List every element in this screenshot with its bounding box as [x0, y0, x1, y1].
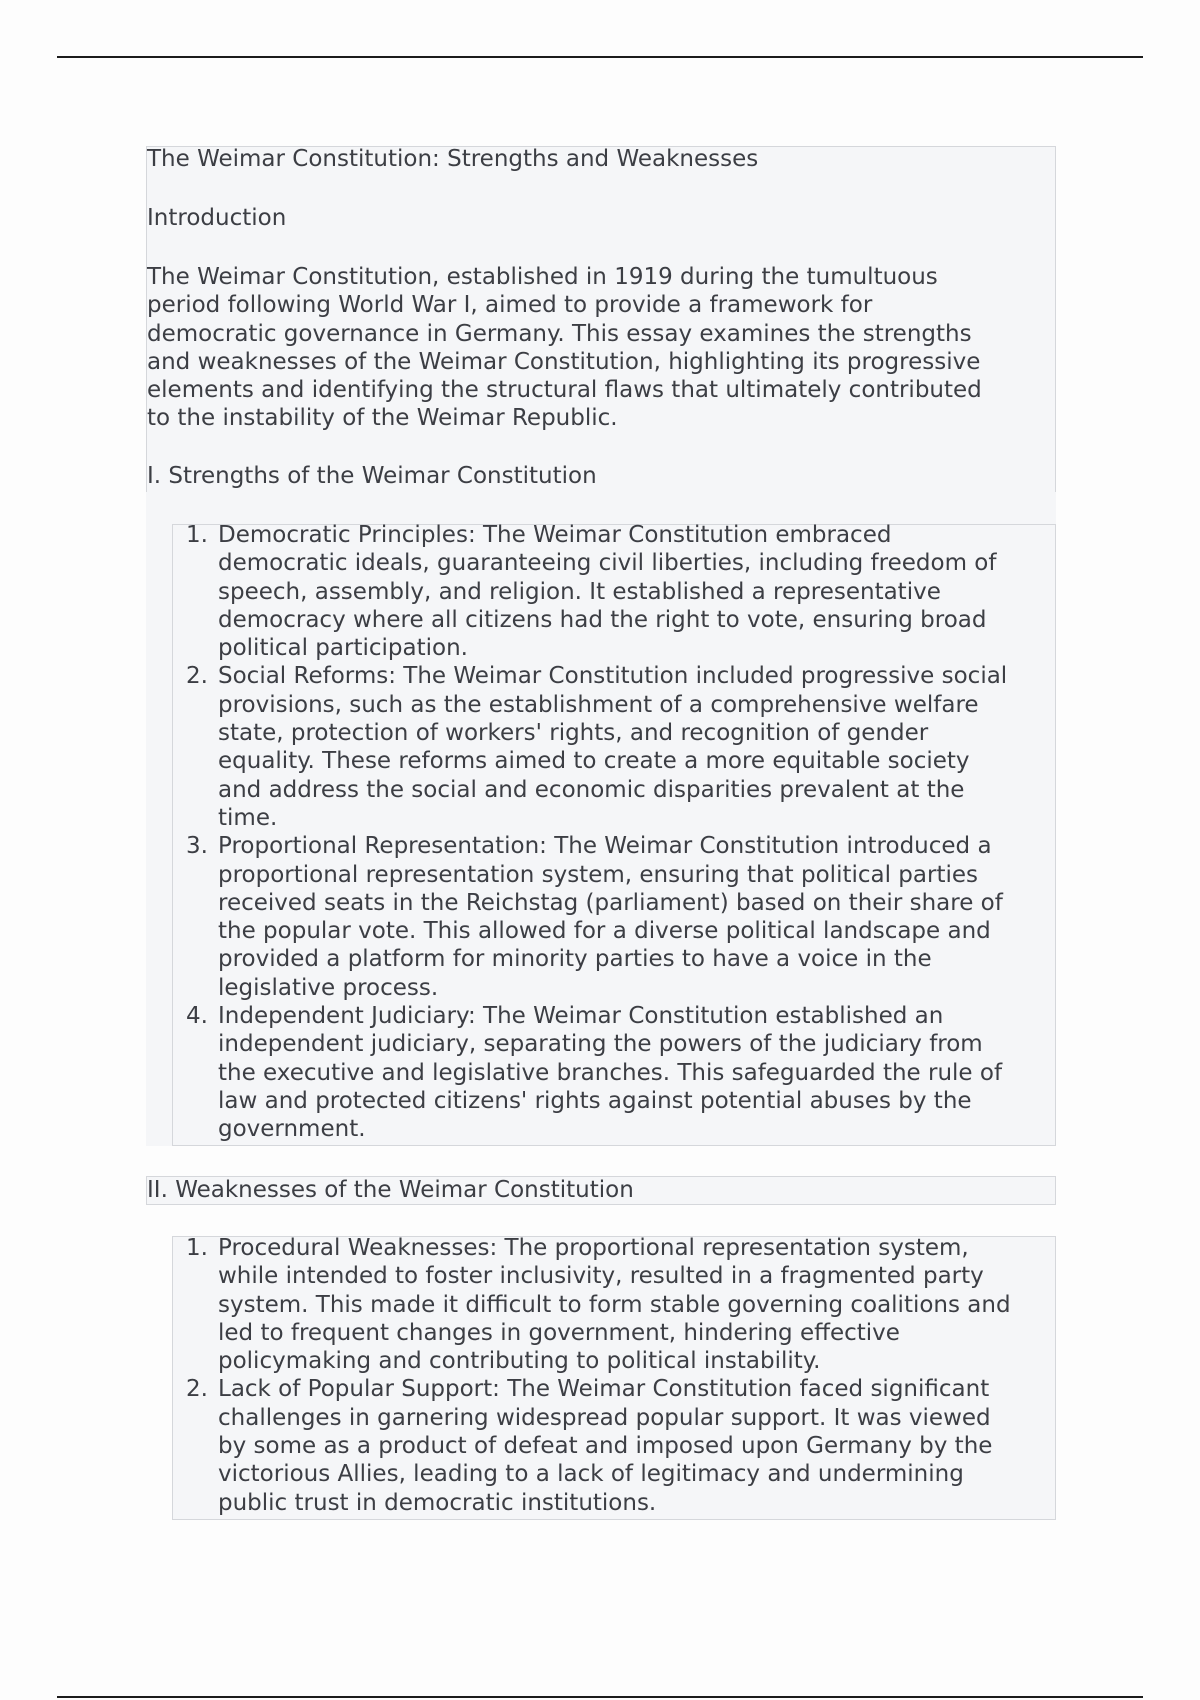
list-item-line: and address the social and economic disparities prevalent at the [218, 776, 965, 803]
list-item-line: provided a platform for minority parties to have a voice in the [218, 946, 932, 973]
list-item-line: speech, assembly, and religion. It established a representative [218, 578, 941, 605]
list-item-line: Independent Judiciary: The Weimar Constitution established an [218, 1003, 944, 1030]
list-item-line: democratic ideals, guaranteeing civil liberties, including freedom of [218, 550, 997, 577]
list-item-line: challenges in garnering widespread popular support. It was viewed [218, 1404, 991, 1431]
intro-line: elements and identifying the structural flaws that ultimately contributed [147, 377, 982, 404]
list-item-line: while intended to foster inclusivity, resulted in a fragmented party [218, 1263, 984, 1290]
list-item-line: legislative process. [218, 974, 439, 1001]
strengths-heading: I. Strengths of the Weimar Constitution [147, 463, 597, 489]
list-item-line: Procedural Weaknesses: The proportional representation system, [218, 1235, 969, 1261]
strengths-list [172, 521, 1056, 1144]
list-item [172, 521, 1056, 662]
intro-paragraph [147, 263, 1047, 433]
list-item-line: equality. These reforms aimed to create a more equitable society [218, 748, 970, 775]
list-item-line: public trust in democratic institutions. [218, 1489, 657, 1516]
list-item-line: the executive and legislative branches. This safeguarded the rule of [218, 1059, 1003, 1086]
list-item-line: Lack of Popular Support: The Weimar Constitution faced significant [218, 1376, 990, 1403]
intro-line: and weaknesses of the Weimar Constitution, highlighting its progressive [147, 348, 981, 375]
header-rule [57, 56, 1143, 58]
list-item-line: by some as a product of defeat and imposed upon Germany by the [218, 1433, 993, 1460]
list-item [172, 662, 1056, 832]
list-item [172, 1002, 1056, 1143]
list-item-line: time. [218, 804, 278, 831]
list-item-line: government. [218, 1116, 366, 1143]
list-item [172, 832, 1056, 1002]
intro-heading: Introduction [147, 205, 287, 231]
list-number: 2. [186, 1376, 208, 1403]
intro-line: period following World War I, aimed to provide a framework for [147, 292, 873, 319]
list-item-line: Social Reforms: The Weimar Constitution included progressive social [218, 663, 1008, 690]
list-item [172, 1375, 1056, 1516]
list-item-line: the popular vote. This allowed for a diverse political landscape and [218, 918, 991, 945]
list-number: 1. [186, 522, 208, 548]
list-item [172, 1234, 1056, 1375]
list-item-line: independent judiciary, separating the powers of the judiciary from [218, 1031, 983, 1058]
footer-rule [57, 1696, 1143, 1698]
weaknesses-list [172, 1234, 1056, 1517]
list-item-line: proportional representation system, ensuring that political parties [218, 861, 978, 888]
list-item-line: democracy where all citizens had the right to vote, ensuring broad [218, 606, 987, 633]
list-item-line: political participation. [218, 635, 468, 662]
list-item-line: received seats in the Reichstag (parliament) based on their share of [218, 889, 1003, 916]
intro-line: democratic governance in Germany. This essay examines the strengths [147, 320, 972, 347]
list-number: 4. [186, 1003, 208, 1030]
document-title: The Weimar Constitution: Strengths and Weaknesses [147, 146, 759, 172]
list-item-line: provisions, such as the establishment of a comprehensive welfare [218, 691, 979, 718]
list-number: 2. [186, 663, 208, 690]
list-number: 1. [186, 1235, 208, 1261]
list-item-line: state, protection of workers' rights, and recognition of gender [218, 720, 929, 747]
list-item-line: policymaking and contributing to political instability. [218, 1348, 821, 1375]
list-item-line: law and protected citizens' rights against potential abuses by the [218, 1087, 972, 1114]
list-item-line: victorious Allies, leading to a lack of legitimacy and undermining [218, 1461, 964, 1488]
list-item-line: system. This made it difficult to form stable governing coalitions and [218, 1291, 1011, 1318]
intro-line: to the instability of the Weimar Republic. [147, 405, 618, 432]
weaknesses-heading: II. Weaknesses of the Weimar Constitution [147, 1177, 634, 1203]
intro-line: The Weimar Constitution, established in 1919 during the tumultuous [147, 264, 938, 290]
list-item-line: Proportional Representation: The Weimar Constitution introduced a [218, 833, 992, 860]
list-item-line: led to frequent changes in government, hindering effective [218, 1319, 900, 1346]
list-number: 3. [186, 833, 208, 860]
list-item-line: Democratic Principles: The Weimar Constitution embraced [218, 522, 892, 548]
